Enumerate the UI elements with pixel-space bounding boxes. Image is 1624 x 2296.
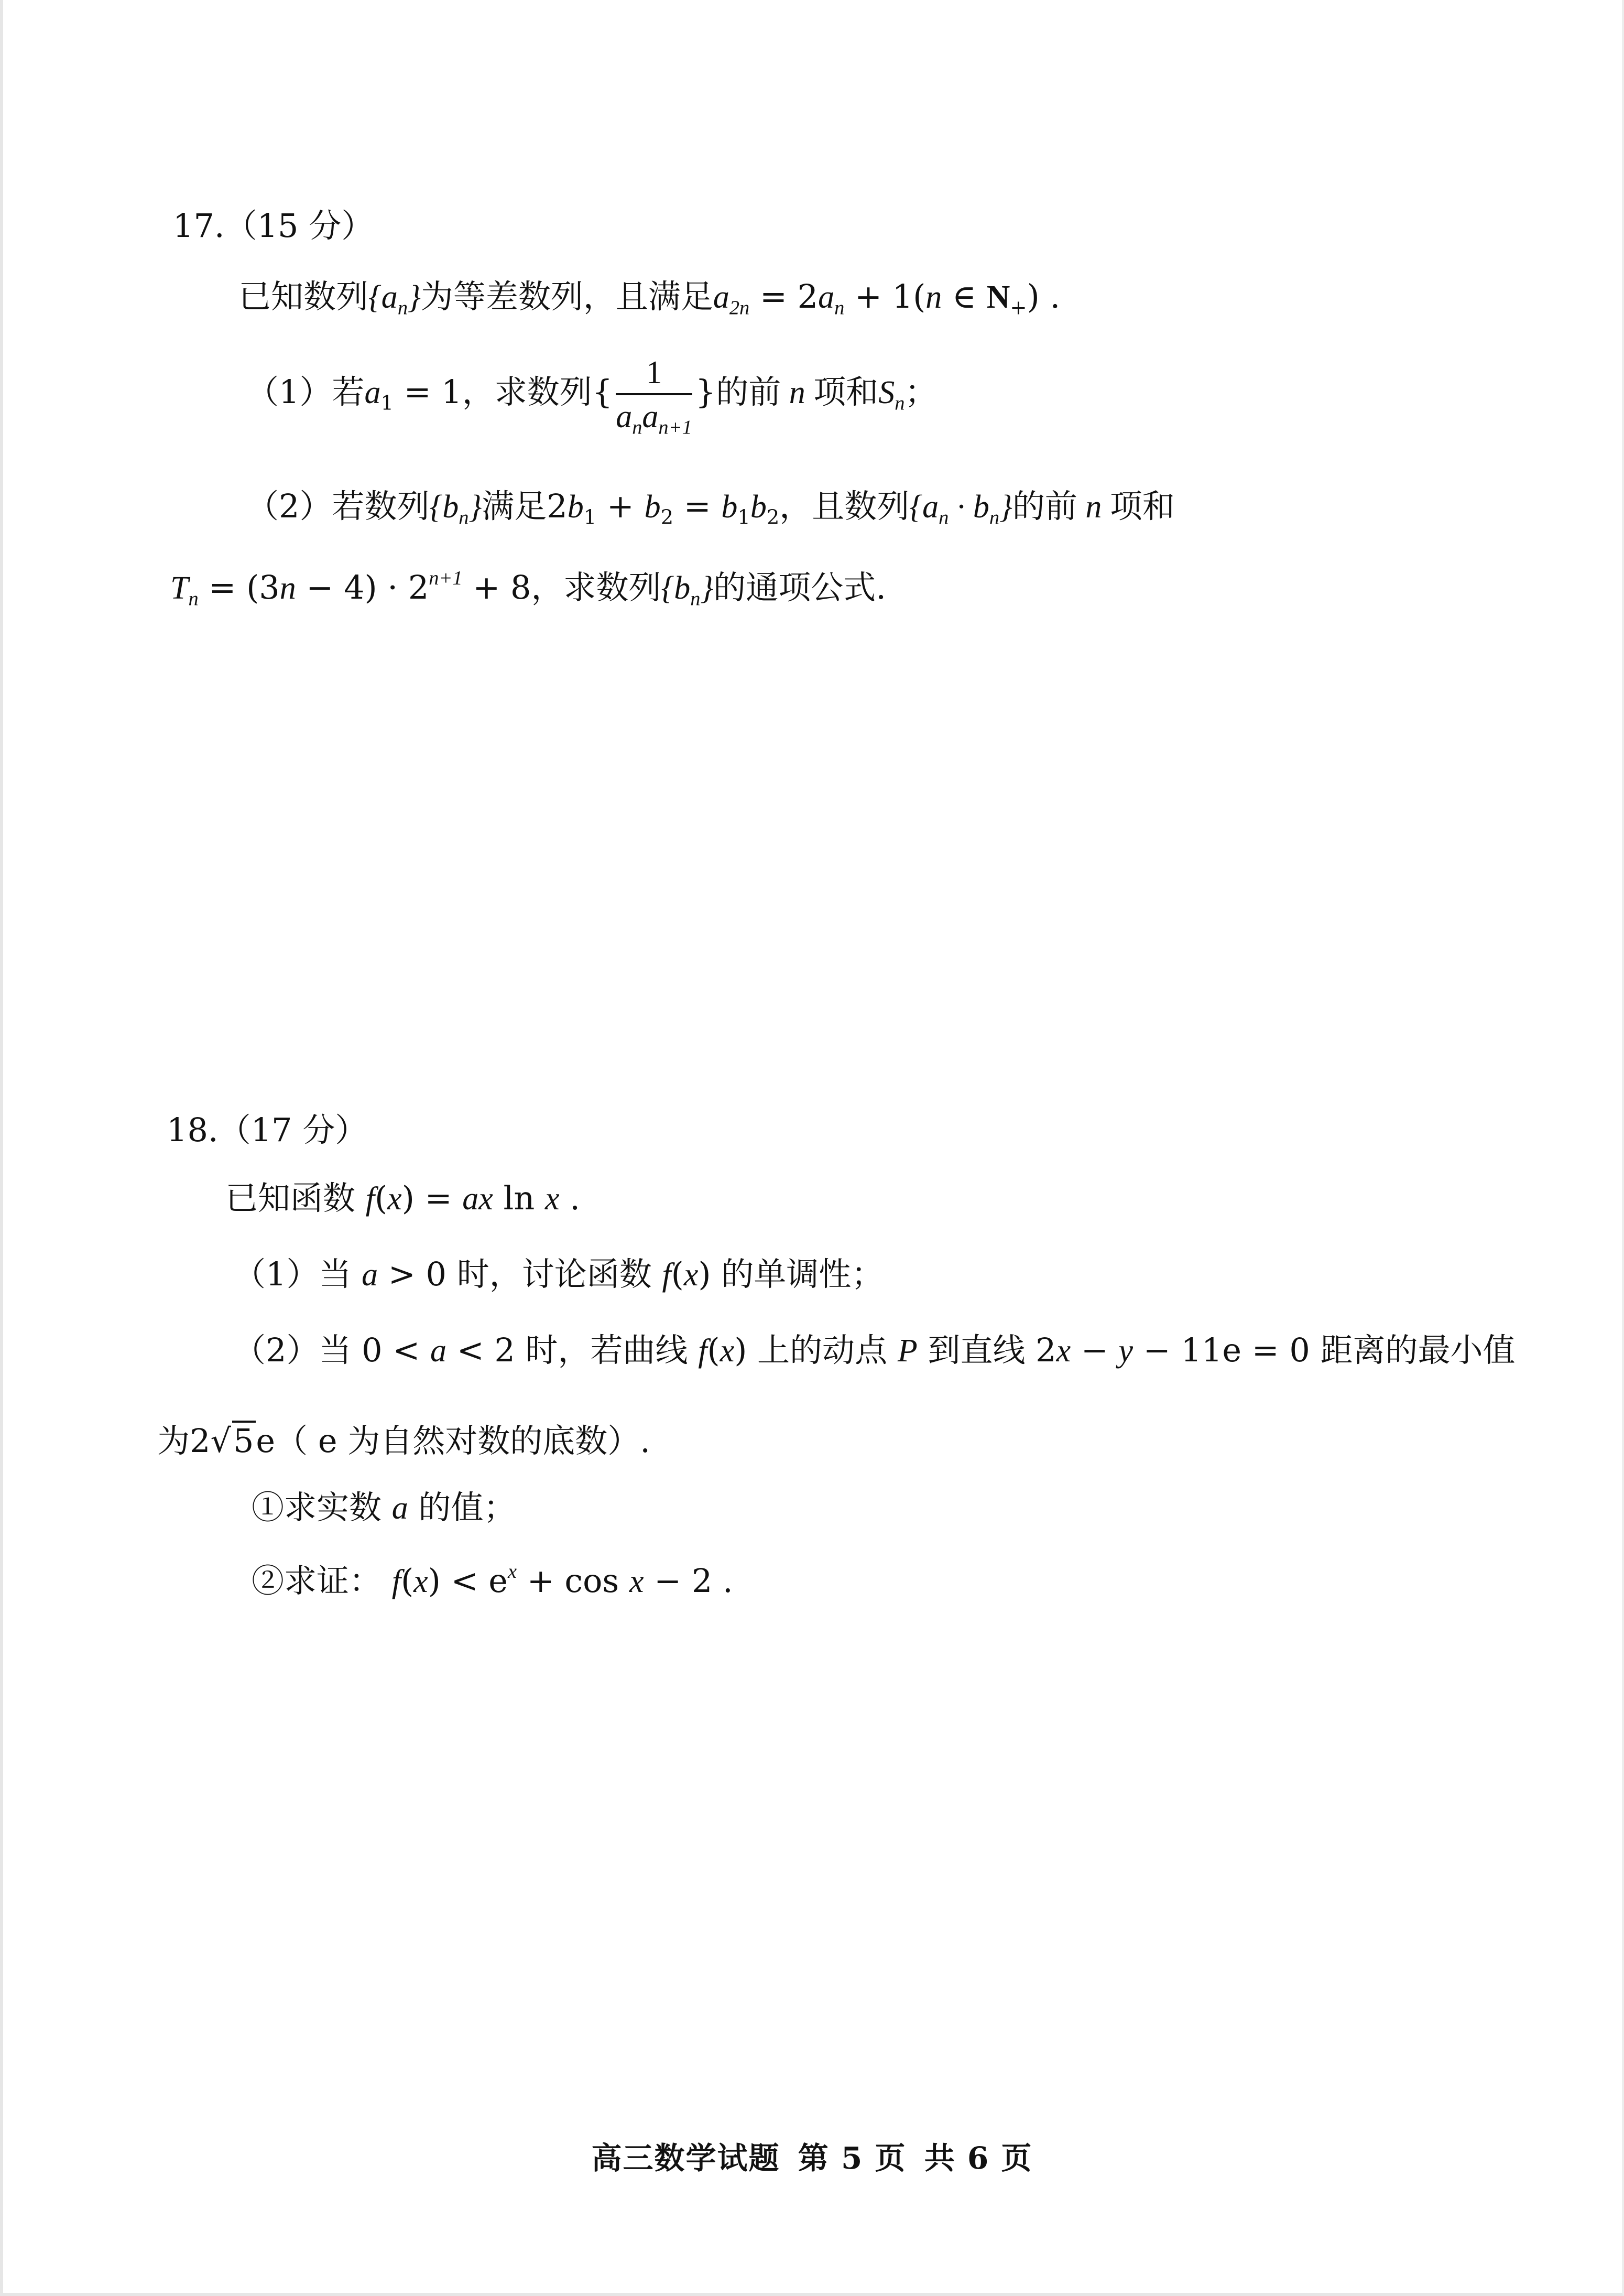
q17-part1: （1）若$a_1 = 1$，求数列{ $\frac{1}{a_na_{n+1}}$ }的前 n 项和$S_n$； <box>246 355 938 439</box>
q18-stem: 已知函数 f(x) = ax ln x . <box>225 1179 580 1217</box>
q17-header-text: 17.（15 分） <box>173 207 374 245</box>
footer-title: 高三数学试题 <box>591 2140 780 2176</box>
q17-part2-cont: $T_n = (3n - 4) \cdot 2^{n+1} + 8$，求数列$\{b_n\}$的通项公式. <box>170 567 886 610</box>
q18-header <box>167 1111 368 1149</box>
q18-part2-cont: 为2√5e（ e 为自然对数的底数）. <box>157 1422 650 1460</box>
q18-part2: （2）当 0 < a < 2 时，若曲线 f(x) 上的动点 P 到直线 2x − y − 11e = 0 距离的最小值 <box>233 1331 1516 1369</box>
q17-stem: 已知数列$\{a_n\}$为等差数列，且满足$a_{2n} = 2a_n + 1(n$ ∈ $N_+$) . <box>238 277 1061 320</box>
page-footer <box>0 2133 1624 2178</box>
q18-part1: （1）当 a > 0 时，讨论函数 f(x) 的单调性； <box>233 1255 884 1293</box>
q17-header <box>173 207 374 245</box>
q18-header-text: 18.（17 分） <box>167 1111 368 1149</box>
q18-sub2: ②求证： $f(x) < e^x + \cos x - 2$ . <box>252 1561 733 1600</box>
footer-total: 共 6 页 <box>924 2140 1033 2176</box>
footer-page: 第 5 页 <box>798 2140 907 2176</box>
q18-sub1: ①求实数 a 的值； <box>252 1488 516 1526</box>
q17-part2: （2）若数列$\{b_n\}$满足$2b_1 + b_2 = b_1b_2$，且数列$\{a_n \cdot b_n\}$的前 n 项和 <box>246 487 1175 529</box>
fraction: $\frac{1}{a_na_{n+1}}$ <box>616 355 692 439</box>
